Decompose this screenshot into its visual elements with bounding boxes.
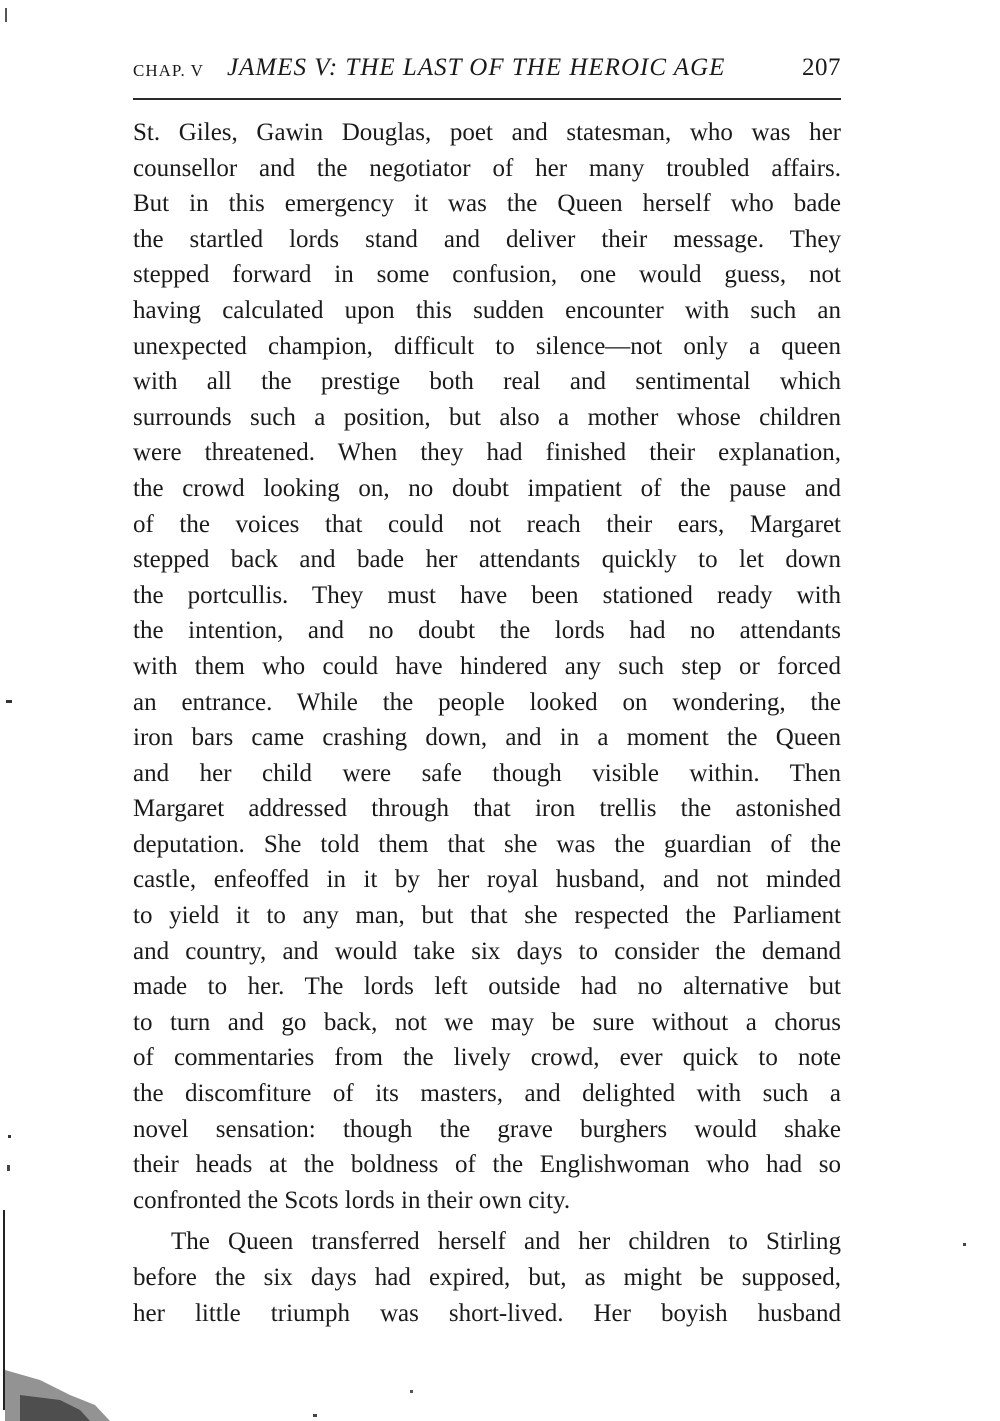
text-line: and her child were safe though visible within. Then xyxy=(133,759,841,787)
text-line: unexpected champion, difficult to silence—not only a queen xyxy=(133,332,841,360)
text-line: iron bars came crashing down, and in a moment the Queen xyxy=(133,724,841,752)
text-line: before the six days had expired, but, as might be supposed, xyxy=(133,1264,841,1291)
text-line: made to her. The lords left outside had no alternative but xyxy=(133,973,841,1001)
text-line: and country, and would take six days to consider the demand xyxy=(133,937,841,965)
scan-speck xyxy=(8,1135,11,1138)
text-line: the portcullis. They must have been stationed ready with xyxy=(133,581,841,609)
scan-edge xyxy=(3,1210,5,1410)
text-line: the startled lords stand and deliver their message. They xyxy=(133,225,841,253)
scan-speck xyxy=(963,1243,966,1246)
page-number: 207 xyxy=(802,54,841,81)
paragraph-2 xyxy=(133,1224,841,1331)
text-line: deputation. She told them that she was the guardian of the xyxy=(133,830,841,858)
text-line: The Queen transferred herself and her children to Stirling xyxy=(171,1228,841,1256)
scan-smudge xyxy=(20,1395,90,1421)
text-line: an entrance. While the people looked on wondering, the xyxy=(133,688,841,716)
scan-speck xyxy=(6,700,12,703)
chapter-title: JAMES V: THE LAST OF THE HEROIC AGE xyxy=(227,54,726,81)
text-line: having calculated upon this sudden encounter with such an xyxy=(133,296,841,324)
text-line: with all the prestige both real and sentimental which xyxy=(133,368,841,396)
scan-speck xyxy=(313,1414,317,1417)
text-line: confronted the Scots lords in their own city. xyxy=(133,1186,571,1214)
scan-smudge xyxy=(5,1370,110,1421)
text-line: counsellor and the negotiator of her many troubled affairs. xyxy=(133,154,841,182)
text-line: to turn and go back, not we may be sure without a chorus xyxy=(133,1008,841,1036)
text-line: of the voices that could not reach their ears, Margaret xyxy=(133,510,841,538)
text-line: novel sensation: though the grave burghers would shake xyxy=(133,1115,841,1143)
text-line: were threatened. When they had finished their explanation, xyxy=(133,439,841,467)
text-line: the intention, and no doubt the lords had no attendants xyxy=(133,617,841,645)
text-line: stepped forward in some confusion, one would guess, not xyxy=(133,261,841,289)
chapter-label: CHAP. V xyxy=(133,61,204,80)
paragraph-1 xyxy=(133,115,841,1218)
text-line: Margaret addressed through that iron trellis the astonished xyxy=(133,795,841,823)
text-line: of commentaries from the lively crowd, ever quick to note xyxy=(133,1044,841,1072)
text-line: castle, enfeoffed in it by her royal husband, and not minded xyxy=(133,866,841,894)
text-line: St. Giles, Gawin Douglas, poet and statesman, who was her xyxy=(133,119,841,146)
text-line: to yield it to any man, but that she respected the Parliament xyxy=(133,902,841,930)
scan-speck xyxy=(5,8,7,22)
text-line: her little triumph was short-lived. Her boyish husband xyxy=(133,1299,841,1327)
text-line: surrounds such a position, but also a mother whose children xyxy=(133,403,841,431)
text-line: their heads at the boldness of the Englishwoman who had so xyxy=(133,1151,841,1179)
running-head xyxy=(133,52,841,92)
scan-speck xyxy=(7,1165,10,1171)
text-line: stepped back and bade her attendants quickly to let down xyxy=(133,546,841,574)
text-line: with them who could have hindered any such step or forced xyxy=(133,652,841,680)
scan-speck xyxy=(410,1390,413,1393)
text-line: the crowd looking on, no doubt impatient of the pause and xyxy=(133,474,841,502)
text-line: the discomfiture of its masters, and delighted with such a xyxy=(133,1080,841,1108)
header-rule xyxy=(133,98,841,100)
body-text xyxy=(133,115,841,1331)
text-line: But in this emergency it was the Queen herself who bade xyxy=(133,190,841,218)
